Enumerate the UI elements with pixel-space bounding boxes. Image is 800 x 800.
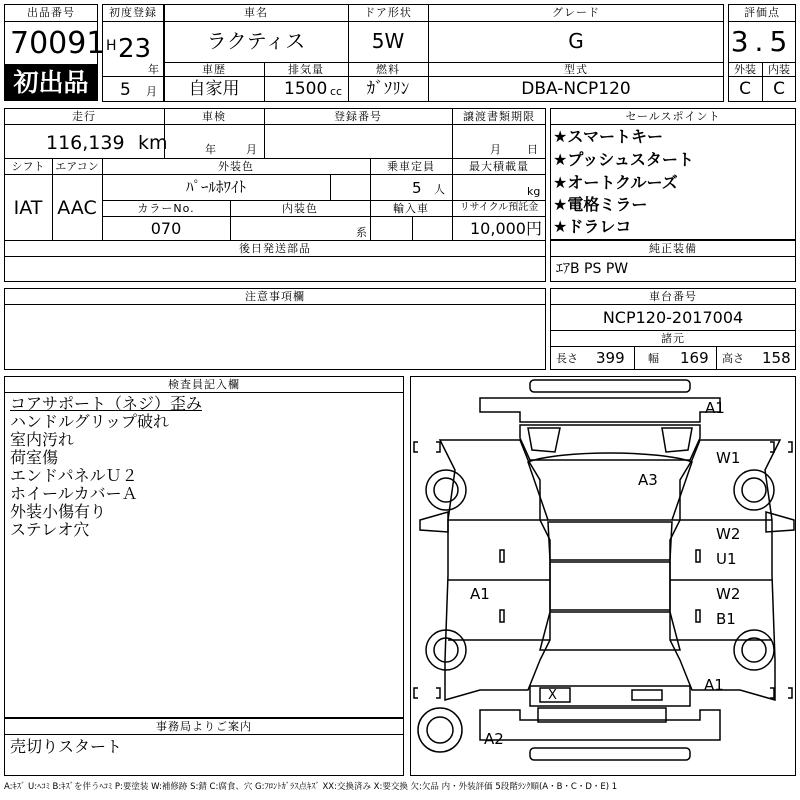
sales-point-5: ★ドラレコ — [553, 217, 632, 236]
inspector-line-8: ステレオ穴 — [10, 520, 90, 539]
width-label: 幅 — [648, 352, 659, 365]
displacement-value: 1500 — [284, 79, 328, 99]
aircon-label: エアコン — [55, 160, 99, 173]
reg-month-unit: 月 — [146, 85, 157, 98]
equipment-label: 純正装備 — [649, 242, 697, 255]
seats-label: 乗車定員 — [387, 160, 435, 173]
interior-grade: C — [773, 79, 785, 99]
seats-unit: 人 — [434, 183, 445, 196]
displacement-label: 排気量 — [288, 63, 324, 76]
interior-color-unit: 系 — [356, 226, 367, 239]
deadline-month-unit: 月 — [490, 143, 501, 156]
sales-point-4: ★電格ミラー — [553, 195, 648, 214]
inspector-label: 検査員記入欄 — [168, 378, 240, 391]
plate-label: 登録番号 — [334, 110, 382, 123]
aircon-value: AAC — [57, 197, 97, 219]
mark-b1: B1 — [716, 610, 736, 628]
notes-label: 注意事項欄 — [245, 290, 305, 303]
car-name-label: 車名 — [244, 6, 268, 19]
shift-value: IAT — [13, 197, 43, 219]
mark-a1-front: A1 — [705, 399, 725, 417]
mileage-value: 116,139 — [46, 132, 125, 154]
fuel-value: ｶﾞｿﾘﾝ — [366, 79, 410, 99]
load-label: 最大積載量 — [469, 160, 529, 173]
inspector-line-4: 荷室傷 — [10, 448, 59, 467]
mark-w1: W1 — [716, 449, 741, 467]
mark-x: X — [548, 688, 557, 703]
grade-label: グレード — [552, 6, 600, 19]
lot-number-label: 出品番号 — [27, 6, 75, 19]
office-label: 事務局よりご案内 — [156, 720, 252, 733]
reg-era: H — [106, 38, 117, 54]
history-value: 自家用 — [188, 79, 240, 99]
chassis-value: NCP120-2017004 — [602, 308, 744, 327]
door-value: 5W — [371, 29, 405, 53]
mark-a3: A3 — [638, 471, 658, 489]
inspector-line-1: コアサポート（ネジ）歪み — [10, 394, 203, 413]
dims-label: 諸元 — [661, 332, 685, 345]
inspector-line-7: 外装小傷有り — [10, 502, 107, 521]
recycle-label: リサイクル預託金 — [459, 202, 539, 213]
reg-month: 5 — [120, 80, 131, 100]
model-label: 型式 — [564, 63, 588, 76]
history-label: 車歴 — [202, 63, 226, 76]
inspection-month-unit: 月 — [246, 143, 257, 156]
exterior-label: 外装 — [734, 63, 756, 76]
deadline-day-unit: 日 — [527, 143, 538, 156]
mark-a1-rear: A1 — [704, 676, 724, 694]
height-label: 高さ — [722, 352, 744, 365]
reg-label: 初度登録 — [109, 6, 157, 19]
legend: A:ｷｽﾞ U:ﾍｺﾐ B:ｷｽﾞを伴うﾍｺﾐ P:要塗装 W:補修跡 S:錆 C:腐食、穴 G:ﾌﾛﾝﾄｶﾞﾗｽ点ｷｽﾞ XX:交換済み X:要交換 欠:欠品 内・外装評価 5段階ﾗﾝｸ順(A・B・C・D・E) 1 — [4, 782, 618, 792]
width-value: 169 — [680, 349, 709, 367]
inspector-line-2: ハンドルグリップ破れ — [10, 412, 170, 431]
shift-label: シフト — [11, 160, 45, 173]
displacement-unit: cc — [330, 85, 343, 98]
sales-point-1: ★スマートキー — [553, 127, 664, 146]
height-value: 158 — [762, 349, 791, 367]
mark-w2-upper: W2 — [716, 525, 741, 543]
inspection-year-unit: 年 — [205, 143, 216, 156]
color-value: ﾊﾟｰﾙﾎﾜｲﾄ — [185, 178, 246, 196]
office-text: 売切りスタート — [10, 737, 123, 756]
mark-u1: U1 — [716, 550, 737, 568]
inspector-line-3: 室内汚れ — [10, 430, 75, 449]
interior-label: 内装 — [768, 63, 790, 76]
inspector-line-5: エンドパネルＵ２ — [10, 466, 138, 485]
chassis-label: 車台番号 — [649, 290, 697, 303]
later-parts-label: 後日発送部品 — [239, 242, 311, 255]
grade-value: G — [568, 29, 584, 53]
reg-year-unit: 年 — [148, 63, 159, 76]
color-label: 外装色 — [218, 160, 254, 173]
load-unit: kg — [527, 185, 541, 198]
score-label: 評価点 — [744, 6, 780, 19]
mileage-label: 走行 — [72, 110, 96, 123]
inspection-label: 車検 — [202, 110, 226, 123]
door-label: ドア形状 — [364, 6, 412, 19]
score-value: 3.5 — [730, 25, 794, 58]
sales-point-2: ★プッシュスタート — [553, 150, 694, 169]
import-label: 輸入車 — [393, 202, 429, 215]
deadline-label: 譲渡書類期限 — [463, 110, 535, 123]
lot-number: 70091 — [10, 26, 106, 61]
fuel-label: 燃料 — [376, 63, 400, 76]
recycle-value: 10,000円 — [470, 219, 542, 238]
reg-year: 23 — [118, 34, 152, 64]
first-listing-badge: 初出品 — [4, 65, 98, 101]
equipment-value: ｴｱB PS PW — [556, 261, 629, 277]
interior-color-label: 内装色 — [282, 202, 318, 215]
length-value: 399 — [596, 349, 625, 367]
exterior-grade: C — [739, 79, 751, 99]
model-value: DBA-NCP120 — [521, 79, 631, 99]
mark-a1-left: A1 — [470, 585, 490, 603]
car-name: ラクティス — [206, 29, 306, 53]
seats-value: 5 — [412, 179, 422, 197]
sales-points-label: セールスポイント — [625, 110, 721, 123]
mark-a2: A2 — [484, 730, 504, 748]
mileage-unit: km — [138, 132, 168, 154]
inspector-line-6: ホイールカバーＡ — [10, 484, 138, 503]
sales-point-3: ★オートクルーズ — [553, 173, 678, 192]
color-no-label: カラーNo. — [137, 202, 195, 215]
color-no-value: 070 — [150, 219, 182, 238]
mark-w2-lower: W2 — [716, 585, 741, 603]
length-label: 長さ — [556, 352, 578, 365]
